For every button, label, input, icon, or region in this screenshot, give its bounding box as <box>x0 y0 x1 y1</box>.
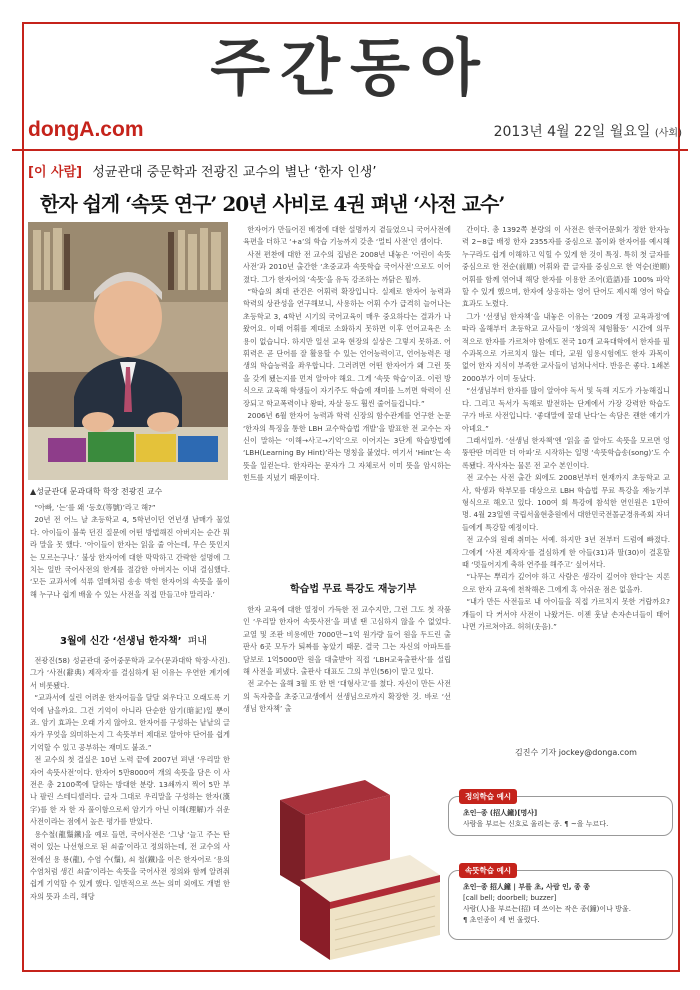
paragraph: “내가 만든 사전들로 내 아이들을 직접 가르치지 못한 거랍까요? 걔들이 다 커서야 사전이 나왔거든. 이젠 훗날 손자손녀들이 태어나면 가르쳐야죠. 허허(웃음).” <box>462 597 670 631</box>
paragraph: 그가 ‘선생님 한자책’을 내놓은 이유는 ‘2009 개정 교육과정’에 따라 올해부터 초등학교 교사들이 ‘창의적 체험활동’ 시간에 의무적으로 한자를 가르쳐야 함에도 전국 10개 교육대학에서 한자를 필수과목으로 가르치지 않는 데다, 교원 임용시험에도 한자 과목이 없어 한자 지식이 부족한 교사들이 넘쳐나서다. 반응은 좋다. 1쇄본 2000부가 이미 동났다. <box>462 311 670 383</box>
paragraph: 20년 전 어느 날 초등학교 4, 5학년이던 연년생 남매가 물었다. 아이들이 불쑥 던진 질문에 어떤 방법해진 아버지는 순간 뭐라 말을 못 했다. ‘아이들이 한자는 읽을 줄 아는데, 무슨 뜻인지는 모르는구나.’ 불상 한자어에 대한 막막하고 간략한 설명에 그치는 일반 국어사전의 한계를 절감한 아버지는 이내 결심했다. ‘모든 교과서에 석류 열매처럼 송송 박힌 한자어의 속뜻을 풀이해 누구나 쉽게 배울 수 있는 사전을 직접 만들고야 말리라.’ <box>30 515 230 599</box>
headline: 한자 쉽게 ‘속뜻 연구’ 20년 사비로 4권 펴낸 ‘사전 교수’ <box>40 192 505 216</box>
meaning-learning-callout <box>448 866 673 940</box>
section-text: (사회) <box>654 128 682 139</box>
kicker-text: 성균관대 중문학과 전광진 교수의 별난 ‘한자 인생’ <box>92 165 377 180</box>
paragraph: “학습의 최대 관건은 어휘력 확장입니다. 실제로 한자어 능력과 학력의 상관성을 연구해보니, 사용하는 어휘 수가 급격히 늘어나는 초등학교 3, 4학년 시기의 국어교육이 매우 중요하다는 결과가 나왔어요. 이때 어휘를 제대로 소화하지 못하면 이후 언어교육은 소용이 없습니다. 하지만 일선 교육 현장의 실상은 그렇지 못하죠. 어휘력은 곧 단어를 잘 활용할 수 있는 언어능력이고, 언어능력은 평생의 학습능력을 좌우합니다. 그러려면 어떤 한자어가 왜 그런 뜻을 갖게 됐는지를 먼저 알아야 해요. 그게 ‘속뜻 학습’이죠. 이런 방식으로 교육해 학생들이 자기주도 학습에 재미를 느끼면 학력이 신장되고 학교폭력이나 왕따, 자살 등도 훨씬 줄어들겁니다.” <box>243 287 451 408</box>
definition-badge: 정의학습 예시 <box>459 789 517 804</box>
source-logo[interactable]: dongA.com <box>28 118 144 141</box>
photo-illustration <box>28 222 228 480</box>
photo-caption: ▲성균관대 문과대학 학장 전광진 교수 <box>30 487 163 496</box>
column-3 <box>462 224 670 744</box>
kicker <box>28 161 376 180</box>
subheading-1-title: 3월에 신간 ‘선생님 한자책’ <box>60 636 182 647</box>
paragraph: “교과서에 실린 어려운 한자어들을 달달 외우다고 오래도록 기억에 남을까요. 그건 기억이 아니라 단순한 암기(暗記)일 뿐이죠. 암기 효과는 오래 가지 않아요. 한자어를 구성하는 낱낱의 글자가 무엇을 의미하는지 그 속뜻부터 제대로 알아야 단어를 쉽게 기억할 수 있고 공부하는 재미도 붙죠.” <box>30 693 230 752</box>
subheading-2: 학습법 무료 특강도 재능기부 <box>290 584 417 595</box>
callout-line: 초인─종 (招人鐘)[명사] <box>463 809 538 817</box>
paragraph: 간이다. 총 1392쪽 분량의 이 사전은 한국어문회가 정한 한자능력 2~8급 배정 한자 2355자를 중심으로 몰이와 한자어를 예시해 누구라도 쉽게 이해하고 익힐 수 있게 한 것이 특징. 특히 첫 글자를 중심으로 한 전순(前順) 어휘와 끝 글자를 중심으로 한 역순(逆順) 어휘를 함께 엮어내 해당 한자를 이용한 조어(造語)를 100% 파악할 수 있게 했으며, 한자에 상응하는 영어 단어도 제시해 영어 학습 효과도 노렸다. <box>462 225 670 309</box>
paragraph: 전 교수는 사전 출간 외에도 2008년부터 현재까지 초등학교 교사, 학생과 학부모를 대상으로 LBH 학습법 무료 특강을 재능기부 형식으로 해오고 있다. 100여 회 특강에 참석한 연인원은 1만여 명. 4월 23일엔 국립서울현충원에서 대한민국전몰군경유족회 자녀들에게 특강할 예정이다. <box>462 473 670 532</box>
paragraph: 사전 편찬에 대한 전 교수의 집념은 2008년 내놓은 ‘어린이 속뜻사전’과 2010년 출간한 ‘초중교과 속뜻학습 국어사전’으로도 이어졌다. 그가 한자어의 ‘속뜻’을 유독 강조하는 까닭은 뭘까. <box>243 249 451 284</box>
book-images <box>270 770 460 970</box>
callout-line: 사람(人)을 부르는(招) 데 쓰이는 작은 종(鐘)이나 방울. <box>463 905 631 913</box>
paragraph: 2006년 6월 한자어 능력과 학력 신장의 함수관계를 연구한 논문 ‘한자의 특징을 통한 LBH 교수학습법 개발’을 발표한 전 교수는 자신이 말하는 ‘이해→사고→기억’으로 이어지는 3단계 학습방법에 ‘LBH(Learning By Hint)’라는 명칭을 붙였다. 여기서 ‘Hint’는 속뜻을 일컫는다. 한자라는 문자가 그 자체로서 이미 뜻을 암시하는 힌트를 지녔기 때문이다. <box>243 411 451 483</box>
professor-photo <box>28 222 228 480</box>
paragraph: 한자 교육에 대한 열정이 가득한 전 교수지만, 그런 그도 첫 작품인 ‘우리말 한자어 속뜻사전’을 펴낼 땐 고심하지 않을 수 없었다. 교열 및 조판 비용에만 7000만~1억 원가량 들어 원을 두드린 출판사 6곳 모두가 퇴짜를 놓았기 때문. 결국 그는 자신의 아파트를 담보로 1억5000만 원을 대출받아 직접 ‘LBH교육출판사’를 설립해 사전을 펴냈다. 출판사 대표도 그의 부인(56)이 맡고 있다. <box>243 605 451 677</box>
callout-line: 초인─종 招人鐘 | 부를 초, 사람 인, 종 종 <box>463 883 590 891</box>
callout-line: [call bell; doorbell; buzzer] <box>463 894 557 902</box>
definition-learning-callout <box>448 792 673 836</box>
date-text: 2013년 4월 22일 월요일 <box>493 124 651 140</box>
callout-line: 사람을 부르는 신호로 울리는 종. ¶ ~을 누르다. <box>463 820 609 828</box>
callout-line: ¶ 초인종이 세 번 울렸다. <box>463 916 540 924</box>
subheading-1 <box>60 632 207 647</box>
paragraph: “선생님부터 한자를 많이 알아야 독서 및 독해 지도가 가능해집니다. 그리고 독서가 독해로 발전하는 단계에서 가장 강력한 학습도구가 바로 사전입니다. ‘좋대말에 꿀대 난다’는 속담은 괜한 얘기가 아녜요.” <box>462 386 670 433</box>
subheading-1-tail: 펴내 <box>187 636 207 647</box>
dictionary-books-illustration <box>270 770 460 970</box>
kicker-tag: [이 사람] <box>28 165 83 180</box>
column-2-bottom <box>243 604 451 754</box>
paragraph: 전 교수의 첫 결실은 10년 노력 끝에 2007년 펴낸 ‘우리말 한자어 속뜻사전’이다. 한자어 5만8000여 개의 속뜻을 담은 이 사전은 총 2100쪽에 달하는 방대한 분량. 13쇄까지 찍어 5만 부나 팔린 스테디셀러다. 글자 그대로 우리말을 구성하는 한자(漢字)를 한 자 한 자 풀이함으로써 암기가 아닌 이해(理解)가 쉬운 사전이라는 점에서 높은 평가를 받았다. <box>30 755 230 827</box>
dateline <box>494 121 682 141</box>
header-rule <box>12 149 688 151</box>
paragraph: “아빠, ‘는’를 왜 ‘등호(等號)’라고 해?” <box>34 503 156 512</box>
masthead-title: 주간동아 <box>210 31 490 104</box>
paragraph: 전 교수의 원래 취미는 서예. 하지만 3년 전부터 드럼에 빠졌다. 그에게 ‘사전 제작자’를 결심하게 한 아들(31)과 딸(30)이 결혼할 때 ‘멋들어지게 축하 연주를 해주고’ 싶어서다. <box>462 535 670 569</box>
paragraph: 그래서일까. ‘선생님 한자책’엔 ‘읽을 줄 알아도 속뜻을 모르면 엉뚱딴딴 머리만 더 아파’로 시작하는 일명 ‘속뜻학습송(song)’도 수록됐다. 작사자는 물론 전 교수 본인이다. <box>462 435 670 470</box>
paragraph: “나무는 뿌리가 깊어야 하고 사람은 생각이 깊어야 한다’는 지론으로 한자 교육에 천착해온 그에게 혹 아쉬운 점은 없을까. <box>462 572 670 594</box>
meaning-badge: 속뜻학습 예시 <box>459 863 517 878</box>
column-2-top <box>243 224 451 569</box>
paragraph: 전 교수는 올해 3월 또 한 번 ‘대형사고’를 쳤다. 자신이 만든 사전의 독자층을 초중고교생에서 선생님으로까지 확장한 것. 바로 ‘선생님 한자책’ 출 <box>243 679 451 714</box>
paragraph: 한자어가 만들어진 배경에 대한 설명까지 곁들였으니 국어사전에 육편을 더하고 ‘+a’의 학습 기능까지 갖춘 ‘멀티 사전’인 셈이다. <box>243 225 451 247</box>
paragraph: 용수철(龍鬚鐵)을 예로 들면, 국어사전은 ‘그냥 ‘늘고 주는 탄력이 있는 나선형으로 된 쇠줄’이라고 정의하는데, 전 교수의 사전에선 용 룡(龍), 수염 수(鬚), 쇠 철(鐵)을 이은 한자어로 ‘용의 수염처럼 생긴 쇠줄’이라는 속뜻을 국어사전 정의와 함께 알려줘 쉽게 기억할 수 있게 했다. 일반적으로 쓰는 의미 외에도 개별 한자의 뜻과 소리, 해당 <box>30 829 230 901</box>
paragraph: 전광진(58) 성균관대 중어중문학과 교수(문과대학 학장·사진). 그가 ‘사전(辭典) 제작자’를 결심하게 된 이유는 우연한 계기에서 비롯됐다. <box>30 656 230 690</box>
column-1-body <box>30 655 230 967</box>
byline: 김진수 기자 jockey@donga.com <box>515 748 637 757</box>
column-1-intro <box>30 502 230 620</box>
